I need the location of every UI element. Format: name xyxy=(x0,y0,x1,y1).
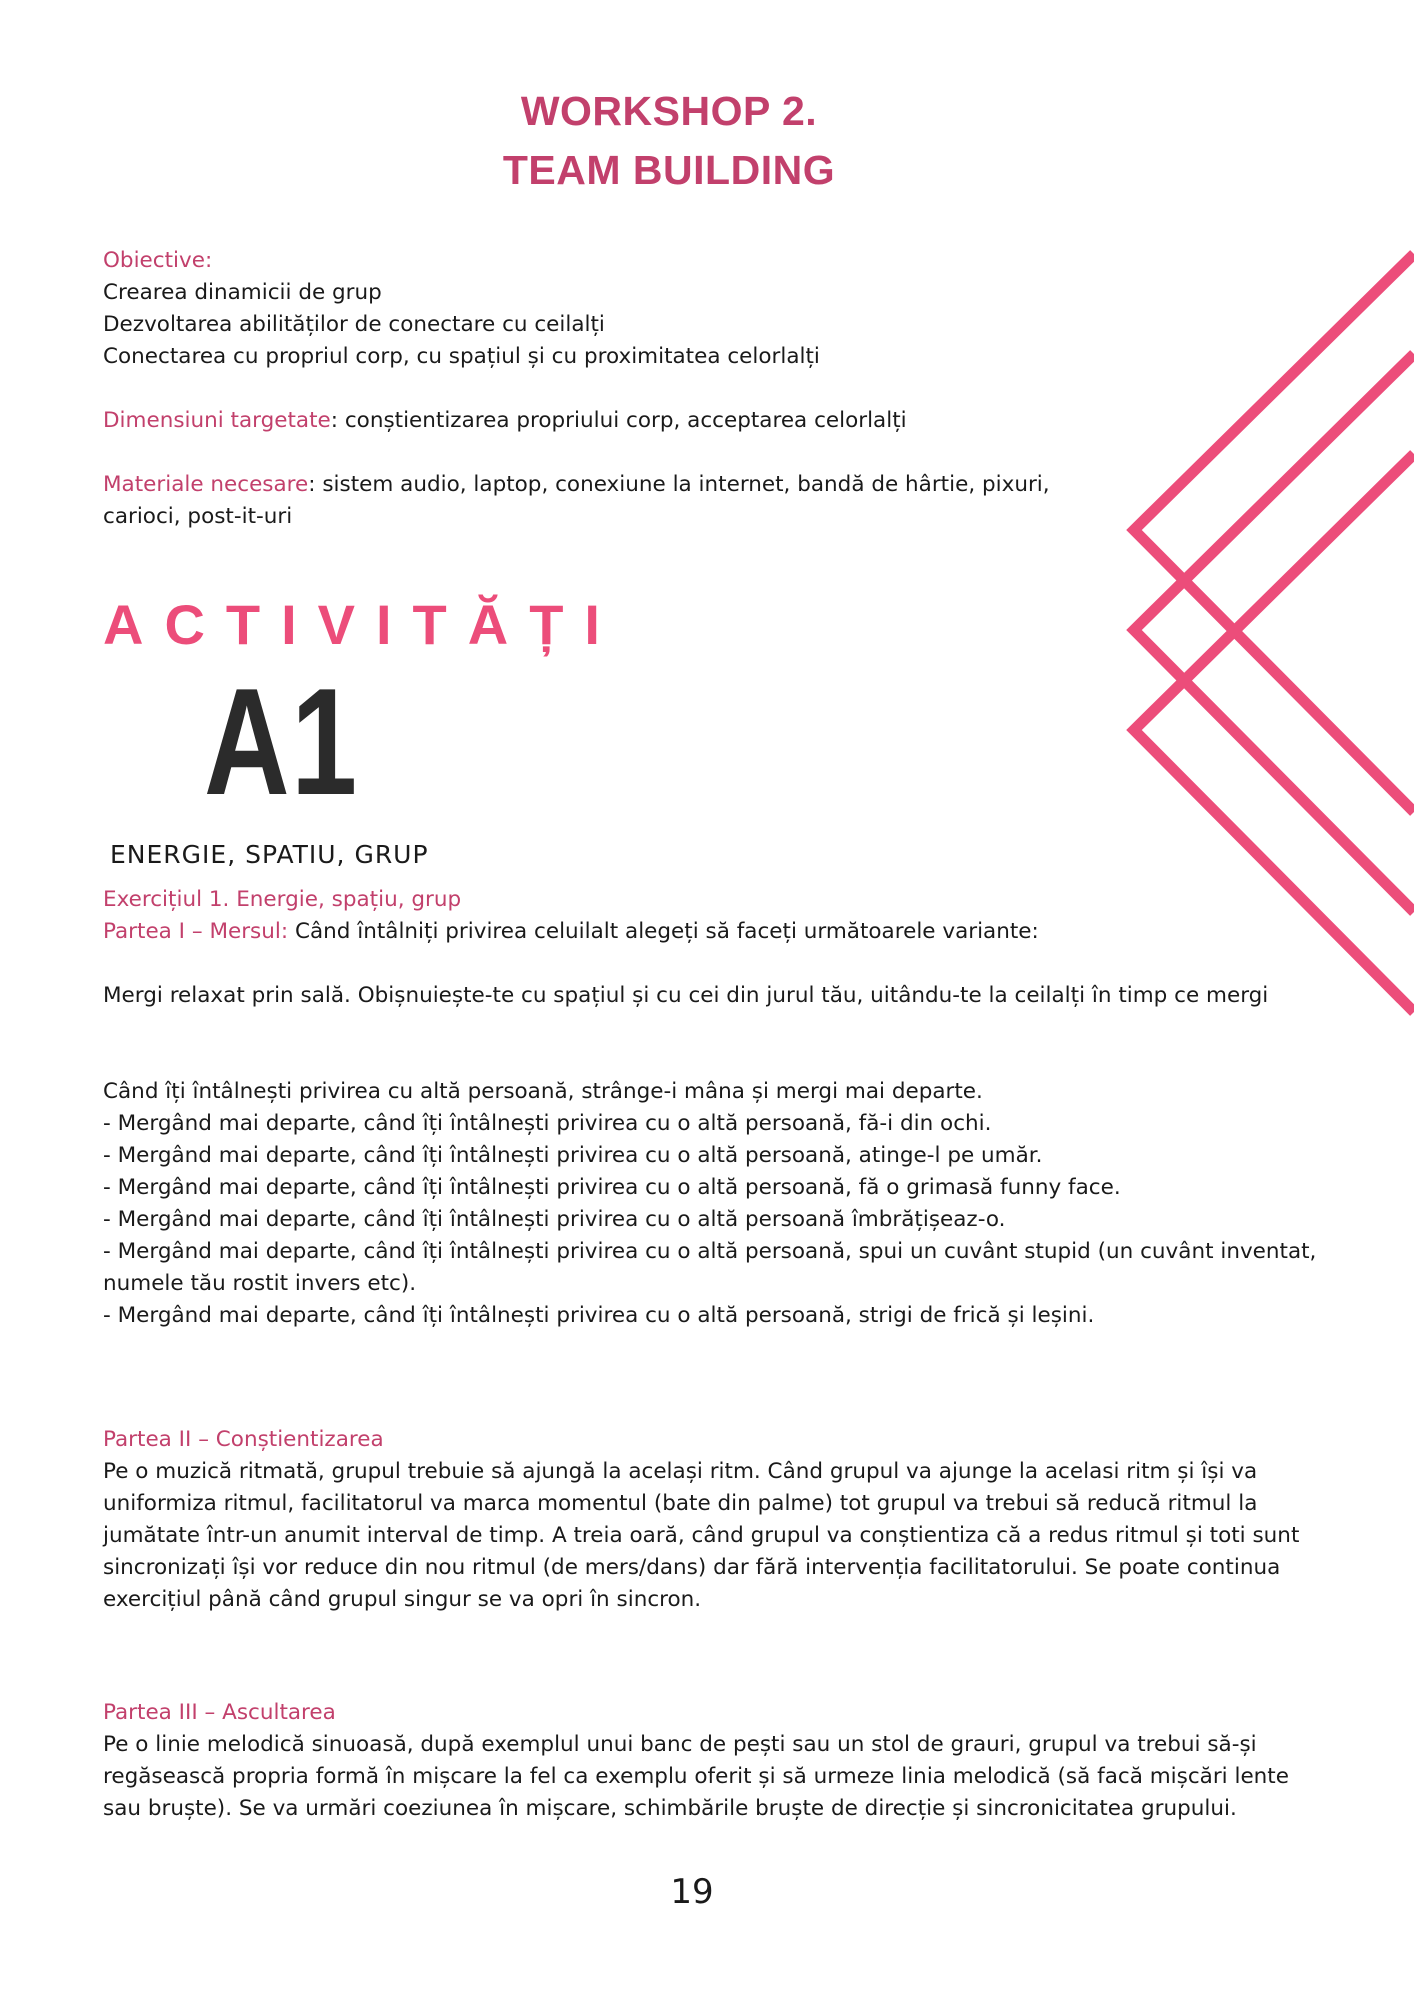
objective-item: Conectarea cu propriul corp, cu spațiul și cu proximitatea celorlalți xyxy=(103,344,820,369)
list-item: - Mergând mai departe, când îți întâlnești privirea cu o altă persoană, spui un cuvânt stupid (un cuvânt inventat, numele tău rostit invers etc). xyxy=(103,1239,1317,1296)
exercise-title: Exercițiul 1. Energie, spațiu, grup xyxy=(103,887,462,912)
materials-label: Materiale necesare xyxy=(103,472,309,497)
part2-text: Pe o muzică ritmată, grupul trebuie să ajungă la același ritm. Când grupul va ajunge la acelasi ritm și își va uniformiza ritmul, facilitatorul va marca momentul (bate din palme) tot grupul va trebui să reducă ritmul la jumătate într-un anumit interval de timp. A treia oară, când grupul va conștientiza că a redus ritmul și toti sunt sincronizați își vor reduce din nou ritmul (de mers/dans) dar fără intervenția facilitatorului. Se poate continua exercițiul până când grupul singur se va opri în sincron. xyxy=(103,1459,1300,1612)
materials-section xyxy=(103,469,1123,533)
list-item: - Mergând mai departe, când îți întâlnești privirea cu o altă persoană, fă o grimasă funny face. xyxy=(103,1175,1121,1200)
part1-intro: Când întâlniți privirea celuilalt alegeți să faceți următoarele variante: xyxy=(288,919,1039,944)
dimensions-label: Dimensiuni targetate xyxy=(103,408,331,433)
first-instruction: Când îți întâlnești privirea cu altă persoană, strânge-i mâna și mergi mai departe. xyxy=(103,1079,983,1104)
title-line-1: WORKSHOP 2. xyxy=(520,88,818,134)
walk-text: Mergi relaxat prin sală. Obișnuiește-te cu spațiul și cu cei din jurul tău, uitându-te la ceilalți în timp ce mergi xyxy=(103,983,1269,1008)
title-line-2: TEAM BUILDING xyxy=(502,147,836,193)
objectives-label: Obiective: xyxy=(103,248,213,273)
list-item: - Mergând mai departe, când îți întâlnești privirea cu o altă persoană, strigi de frică și leșini. xyxy=(103,1303,1095,1328)
part3-label: Partea III – Ascultarea xyxy=(103,1700,336,1725)
part2-label: Partea II – Conștientizarea xyxy=(103,1427,384,1452)
variants-list xyxy=(103,1076,1323,1332)
activities-heading: ACTIVITĂȚI xyxy=(103,593,621,656)
objectives-section xyxy=(103,245,1303,373)
page-title xyxy=(0,82,1338,200)
exercise-part1 xyxy=(103,884,1303,948)
dimensions-section xyxy=(103,405,1303,437)
exercise-part2 xyxy=(103,1424,1303,1616)
walk-paragraph xyxy=(103,980,1303,1012)
part3-text: Pe o linie melodică sinuoasă, după exemplul unui banc de pești sau un stol de grauri, grupul va trebui să-și regăsească propria formă în mișcare la fel ca exemplu oferit și să urmeze linia melodică (să facă mișcări lente sau bruște). Se va urmări coeziunea în mișcare, schimbările bruște de direcție și sincronicitatea grupului. xyxy=(103,1732,1289,1821)
objective-item: Crearea dinamicii de grup xyxy=(103,280,382,305)
part1-label: Partea I – Mersul: xyxy=(103,919,289,944)
page-number: 19 xyxy=(670,1872,714,1912)
exercise-part3 xyxy=(103,1697,1303,1825)
chevron-2 xyxy=(1134,354,1414,912)
activity-subheading: ENERGIE, SPATIU, GRUP xyxy=(110,840,429,869)
activity-code: A1 xyxy=(204,657,359,827)
dimensions-text: : conștientizarea propriului corp, acceptarea celorlalți xyxy=(330,408,907,433)
materials-text: : sistem audio, laptop, conexiune la internet, bandă de hârtie, pixuri, carioci, post-it-uri xyxy=(103,472,1050,529)
list-item: - Mergând mai departe, când îți întâlnești privirea cu o altă persoană, atinge-l pe umăr. xyxy=(103,1143,1043,1168)
list-item: - Mergând mai departe, când îți întâlnești privirea cu o altă persoană îmbrățișeaz-o. xyxy=(103,1207,1006,1232)
objective-item: Dezvoltarea abilităților de conectare cu ceilalți xyxy=(103,312,605,337)
list-item: - Mergând mai departe, când îți întâlnești privirea cu o altă persoană, fă-i din ochi. xyxy=(103,1111,992,1136)
